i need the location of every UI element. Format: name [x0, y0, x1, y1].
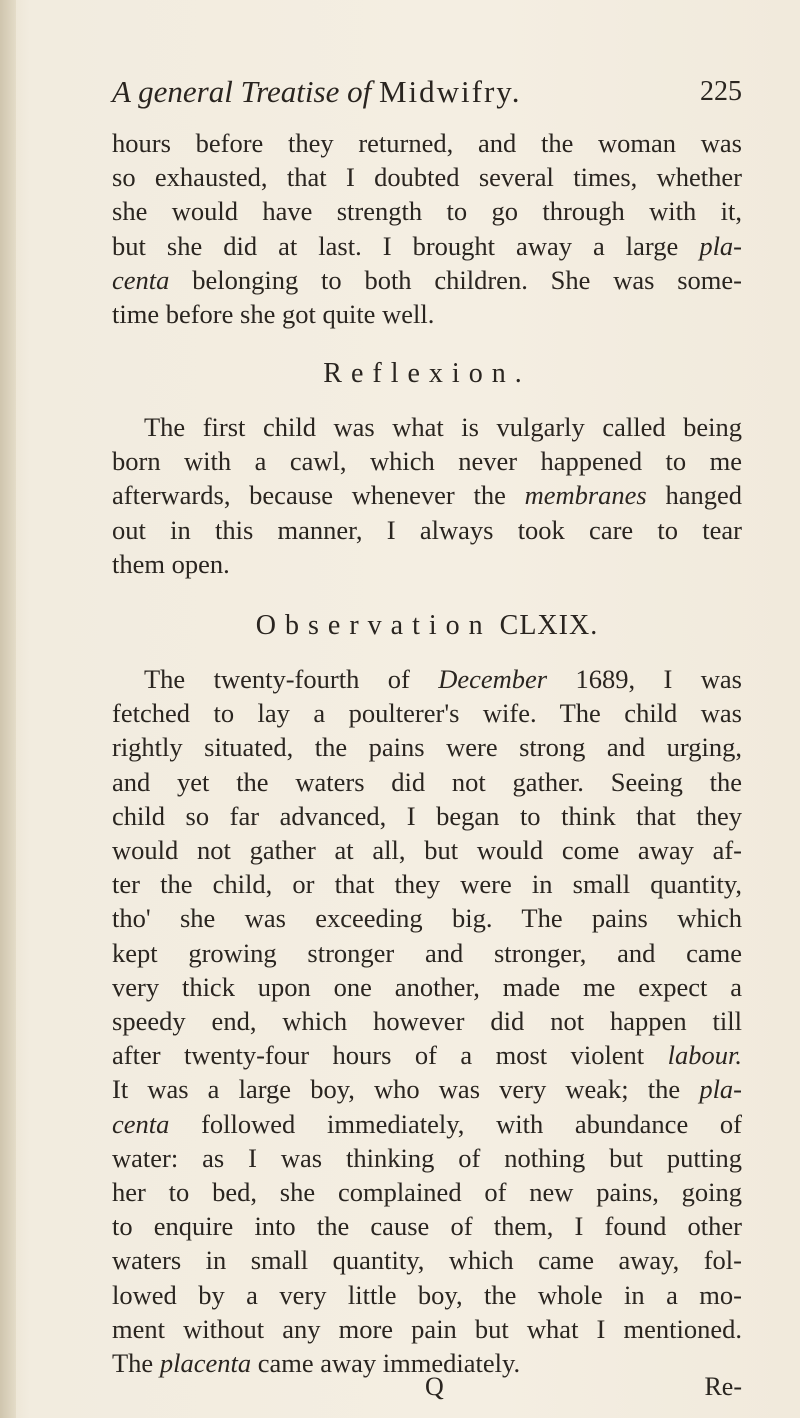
text-line: afterwards, because whenever the membranes hanged [112, 480, 742, 511]
text-line: would not gather at all, but would come away af- [112, 835, 742, 866]
page-binding-shadow [0, 0, 16, 1418]
text-line: speedy end, which however did not happen till [112, 1006, 742, 1037]
text-line: very thick upon one another, made me expect a [112, 971, 742, 1002]
text-line: rightly situated, the pains were strong and urging, [112, 732, 742, 763]
text-line: centa belonging to both children. She was some- [112, 264, 742, 295]
text-line: water: as I was thinking of nothing but putting [112, 1142, 742, 1173]
text-line: ter the child, or that they were in small quantity, [112, 869, 742, 900]
heading-word: Observation [255, 610, 492, 641]
text-line: after twenty-four hours of a most violent labour. [112, 1040, 742, 1071]
paragraph-reflexion [112, 410, 742, 581]
text-line: waters in small quantity, which came away, fol- [112, 1245, 742, 1276]
heading-text: Reflexion. [323, 358, 531, 389]
text-line: she would have strength to go through with it, [112, 196, 742, 227]
running-head [112, 74, 742, 110]
text-line: ment without any more pain but what I mentioned. [112, 1313, 742, 1344]
section-heading-observation [112, 610, 742, 642]
text-line: hours before they returned, and the woman was [112, 128, 742, 158]
text-line: fetched to lay a poulterer's wife. The child was [112, 698, 742, 729]
text-line: lowed by a very little boy, the whole in a mo- [112, 1279, 742, 1310]
text-line: them open. [112, 548, 230, 579]
text-line: her to bed, she complained of new pains, going [112, 1177, 742, 1208]
text-line: It was a large boy, who was very weak; the pla- [112, 1074, 742, 1105]
catchword: Re- [704, 1372, 742, 1401]
text-line: time before she got quite well. [112, 299, 435, 330]
paragraph-observation [112, 662, 742, 1380]
text-line: but she did at last. I brought away a large pla- [112, 230, 742, 261]
paragraph-continuation [112, 126, 742, 331]
section-heading-reflexion [112, 358, 742, 390]
page-number: 225 [700, 76, 742, 107]
text-line: The first child was what is vulgarly called being [144, 412, 742, 442]
text-line: tho' she was exceeding big. The pains which [112, 903, 742, 934]
text-line: child so far advanced, I began to think that they [112, 800, 742, 831]
text-line: to enquire into the cause of them, I found other [112, 1211, 742, 1242]
text-line: so exhausted, that I doubted several times, whether [112, 162, 742, 193]
text-line: The twenty-fourth of December 1689, I was [144, 664, 742, 694]
text-line: and yet the waters did not gather. Seeing the [112, 766, 742, 797]
running-head-caps: Midwifry. [378, 74, 522, 109]
text-line: centa followed immediately, with abundance of [112, 1108, 742, 1139]
signature-mark: Q [425, 1372, 444, 1401]
text-line: kept growing stronger and stronger, and came [112, 937, 742, 968]
text-line: The placenta came away immediately. [112, 1348, 521, 1379]
running-head-title: A general Treatise of [112, 74, 372, 109]
text-line: out in this manner, I always took care to tear [112, 514, 742, 545]
heading-number: CLXIX. [499, 610, 599, 641]
text-line: born with a cawl, which never happened to me [112, 446, 742, 477]
